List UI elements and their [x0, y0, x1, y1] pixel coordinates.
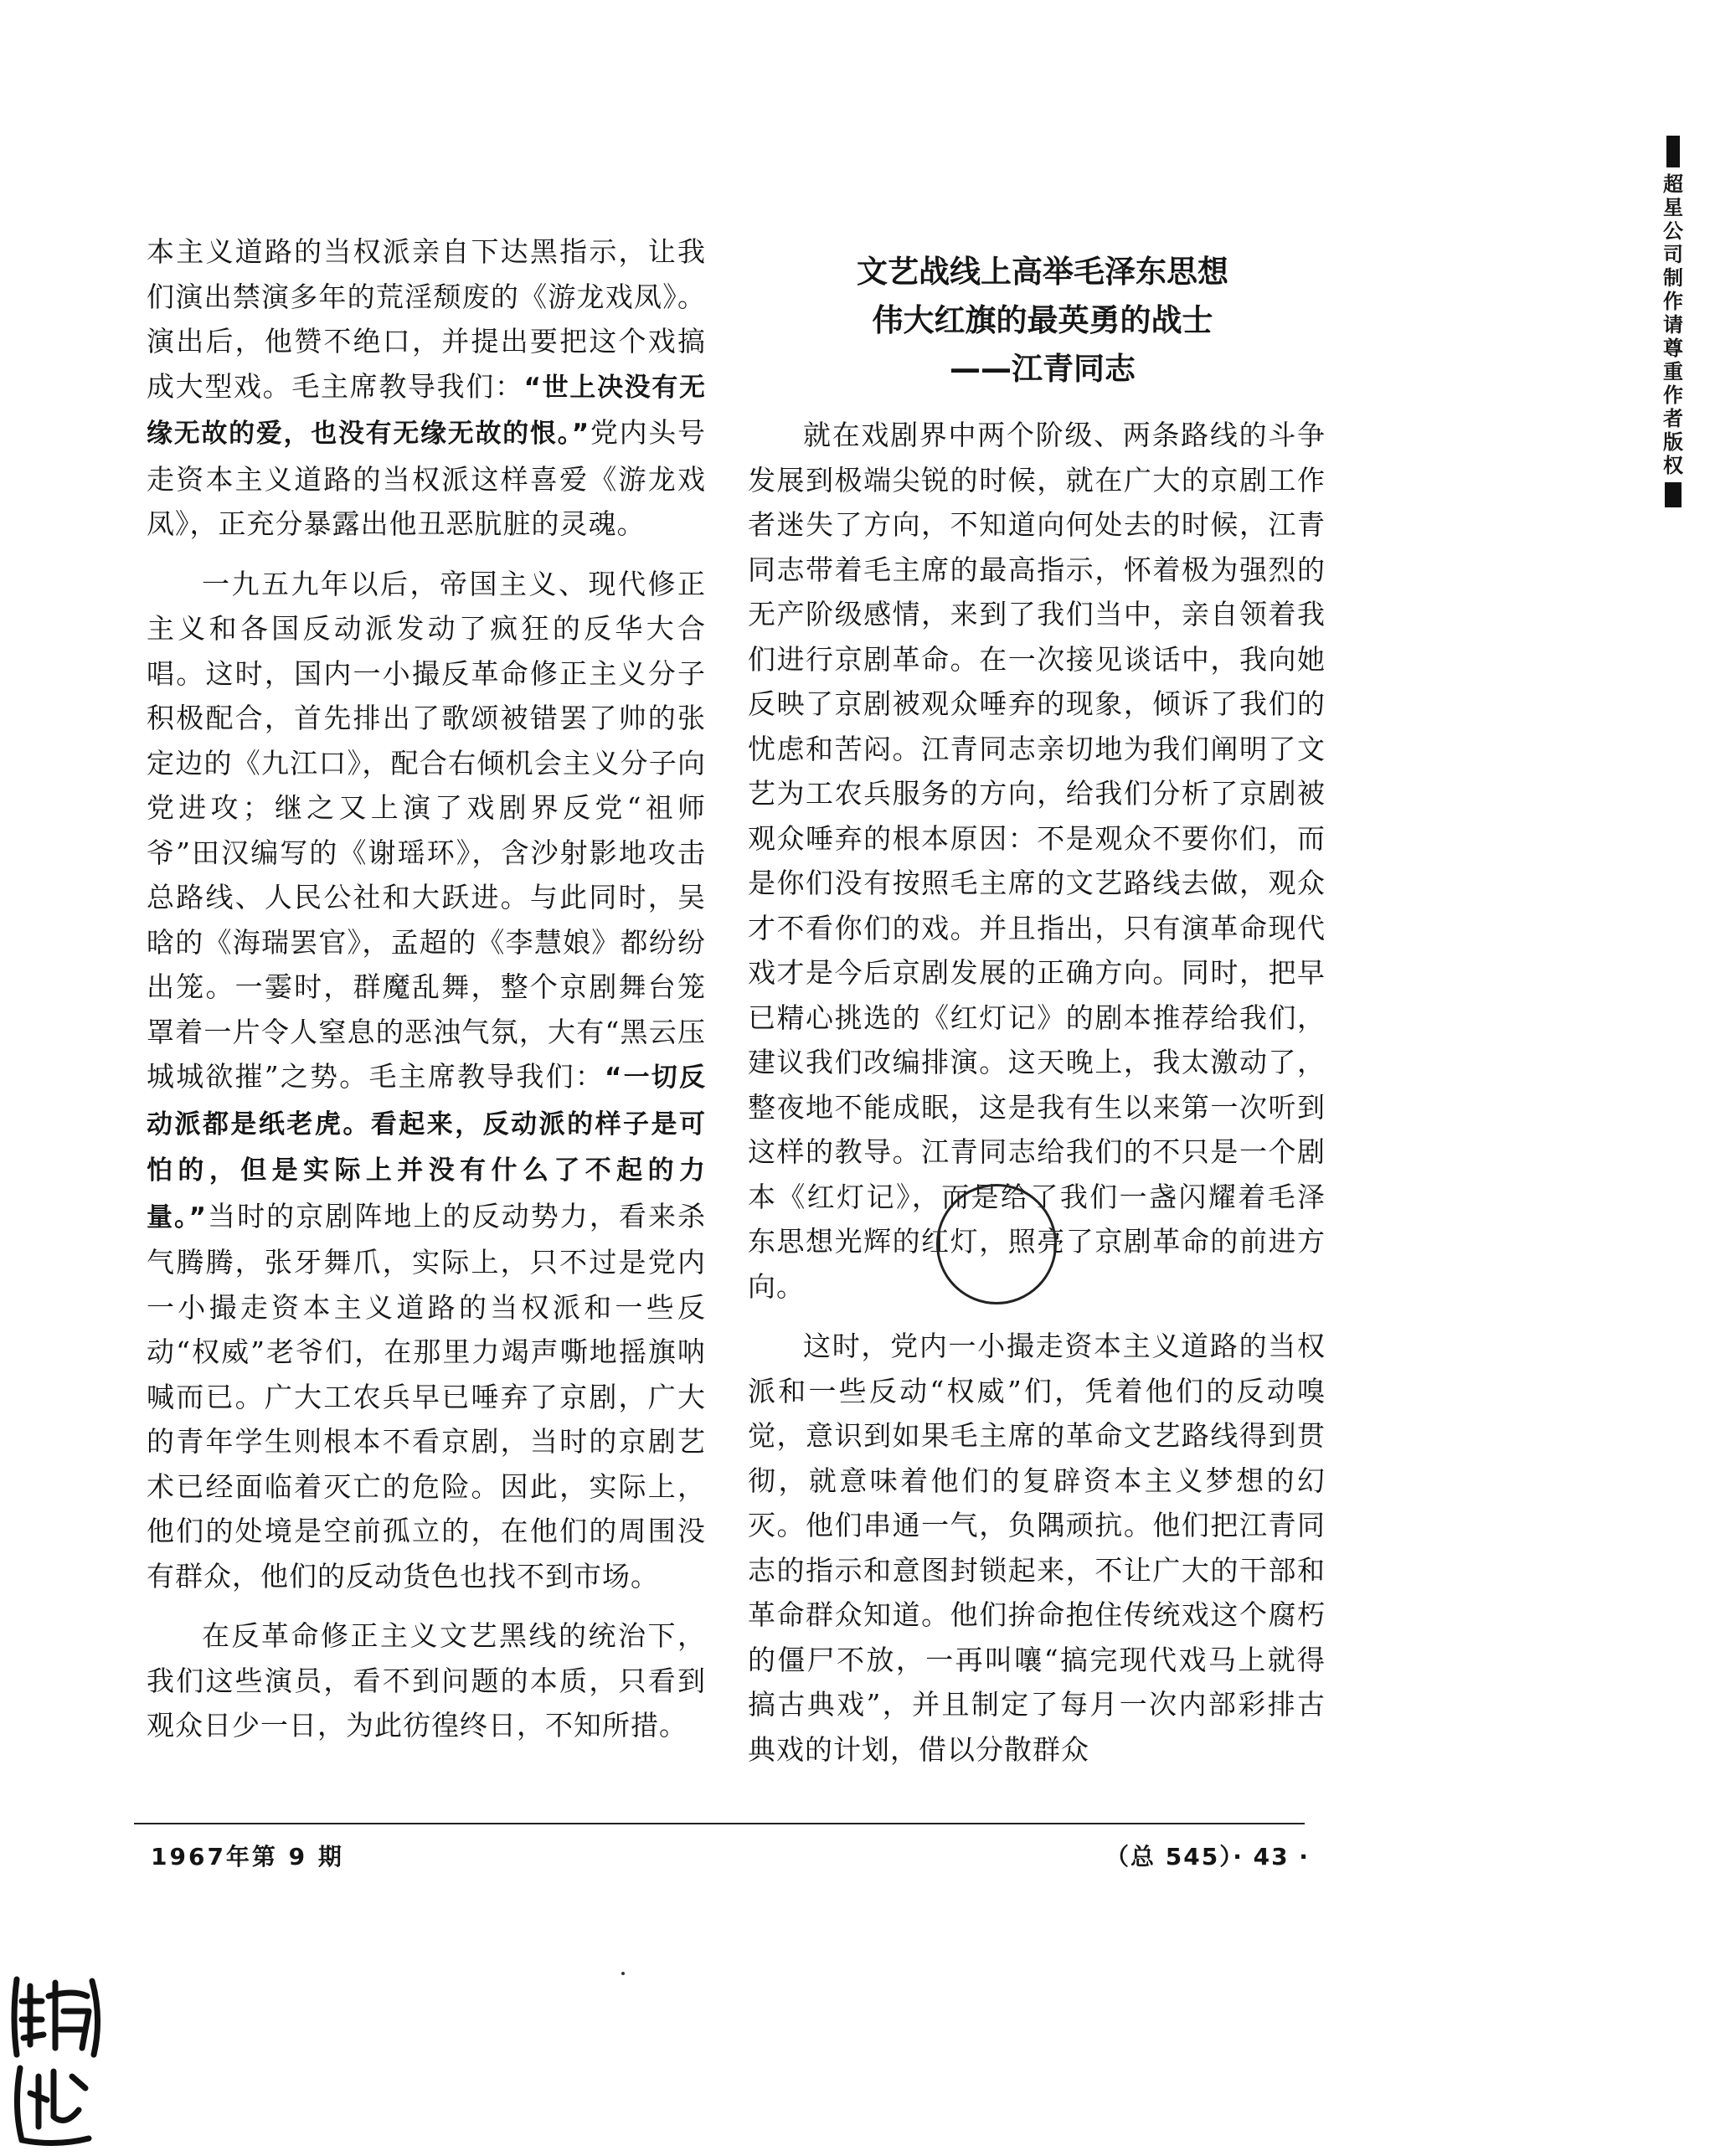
right-paragraph-2: 这时，党内一小撮走资本主义道路的当权派和一些反动“权威”们，凭着他们的反动嗅觉，意识到如果毛主席的革命文艺路线得到贯彻，就意味着他们的复辟资本主义梦想的幻灭。他们串通一气，负隅顽抗。他们把江青同志的指示和意图封锁起来，不让广大的干部和革命群众知道。他们拚命抱住传统戏这个腐朽的僵尸不放，一再叫嚷“搞完现代戏马上就得搞古典戏”，并且制定了每月一次内部彩排古典戏的计划，借以分散群众 — [748, 1330, 1326, 1766]
bold-quote: “世上决没有无缘无故的爱，也没有无缘无故的恨。” — [147, 372, 707, 449]
paragraph-text: 党内头号走资本主义道路的当权派这样喜爱《游龙戏凤》，正充分暴露出他丑恶肮脏的灵魂。 — [147, 416, 707, 540]
notice-char: 星 — [1663, 196, 1683, 219]
paragraph-text: 本主义道路的当权派亲自下达黑指示，让我们演出禁演多年的荒淫颓废的《游龙戏凤》。演出后，他赞不绝口，并提出要把这个戏搞成大型戏。毛主席教导我们： — [147, 235, 706, 403]
notice-char: 重 — [1663, 360, 1683, 383]
paragraph-text: 一九五九年以后，帝国主义、现代修正主义和各国反动派发动了疯狂的反华大合唱。这时，国内一小撮反革命修正主义分子积极配合，首先排出了歌颂被错罢了帅的张定边的《九江口》，配合右倾机会主义分子向党进攻；继之又上演了戏剧界反党“祖师爷”田汉编写的《谢瑶环》，含沙射影地攻击总路线、人民公社和大跃进。与此同时，吴晗的《海瑞罢官》，孟超的《李慧娘》都纷纷出笼。一霎时，群魔乱舞，整个京剧舞台笼罩着一片令人窒息的恶浊气氛，大有“黑云压城城欲摧”之势。毛主席教导我们： — [147, 567, 706, 1093]
title-line-3: ——江青同志 — [950, 351, 1136, 387]
page-number: （总 545）· 43 · — [1105, 1843, 1310, 1870]
notice-char: 作 — [1663, 290, 1683, 313]
bold-quote: “一切反动派都是纸老虎。看起来，反动派的样子是可怕的，但是实际上并没有什么了不起的力量。” — [147, 1063, 706, 1232]
circle-stamp-mark — [936, 1184, 1057, 1304]
notice-char: 尊 — [1663, 337, 1683, 360]
notice-char: 者 — [1663, 407, 1683, 430]
footer-rule — [134, 1823, 1305, 1824]
notice-bar-bottom — [1665, 482, 1682, 507]
notice-char: 超 — [1663, 172, 1683, 196]
notice-char: 权 — [1663, 454, 1683, 477]
notice-bar-top — [1666, 136, 1680, 167]
right-paragraph-1: 就在戏剧界中两个阶级、两条路线的斗争发展到极端尖锐的时候，就在广大的京剧工作者迷失了方向，不知道向何处去的时候，江青同志带着毛主席的最高指示，怀着极为强烈的无产阶级感情，来到了我们当中，亲自领着我们进行京剧革命。在一次接见谈话中，我向她反映了京剧被观众唾弃的现象，倾诉了我们的忧虑和苦闷。江青同志亲切地为我们阐明了文艺为工农兵服务的方向，给我们分析了京剧被观众唾弃的根本原因：不是观众不要你们，而是你们没有按照毛主席的文艺路线去做，观众才不看你们的戏。并且指出，只有演革命现代戏才是今后京剧发展的正确方向。同时，把早已精心挑选的《红灯记》的剧本推荐给我们，建议我们改编排演。这天晚上，我太激动了，整夜地不能成眠，这是我有生以来第一次听到这样的教导。江青同志给我们的不只是一个剧本《红灯记》，而是给了我们一盏闪耀着毛泽东思想光辉的红灯，照亮了京剧革命的前进方向。 — [748, 419, 1326, 1303]
notice-char: 请 — [1663, 313, 1683, 337]
copyright-notice — [1655, 136, 1692, 507]
article-title — [758, 248, 1327, 394]
notice-text — [1655, 172, 1692, 477]
issue-label: 1967年第 9 期 — [151, 1843, 344, 1870]
notice-char: 司 — [1663, 243, 1683, 266]
scan-speck — [621, 1972, 625, 1975]
notice-char: 公 — [1663, 219, 1683, 243]
right-column — [748, 413, 1326, 1787]
left-column — [147, 229, 706, 1763]
notice-char: 制 — [1663, 266, 1683, 290]
title-line-2: 伟大红旗的最英勇的战士 — [872, 302, 1213, 338]
paragraph-text: 当时的京剧阵地上的反动势力，看来杀气腾腾，张牙舞爪，实际上，只不过是党内一小撮走资本主义道路的当权派和一些反动“权威”老爷们，在那里力竭声嘶地摇旗呐喊而已。广大工农兵早已唾弃了京剧，广大的青年学生则根本不看京剧，当时的京剧艺术已经面临着灭亡的危险。因此，实际上，他们的处境是空前孤立的，在他们的周围没有群众，他们的反动货色也找不到市场。 — [147, 1199, 707, 1593]
title-line-1: 文艺战线上高举毛泽东思想 — [857, 254, 1228, 290]
left-paragraph-1 — [147, 229, 706, 547]
left-paragraph-3: 在反革命修正主义文艺黑线的统治下，我们这些演员，看不到问题的本质，只看到观众日少一日，为此彷徨终日，不知所措。 — [147, 1619, 706, 1742]
left-paragraph-2 — [147, 562, 706, 1599]
duxiu-seal-logo — [5, 1968, 106, 2152]
notice-char: 作 — [1663, 383, 1683, 407]
notice-char: 版 — [1663, 430, 1683, 454]
